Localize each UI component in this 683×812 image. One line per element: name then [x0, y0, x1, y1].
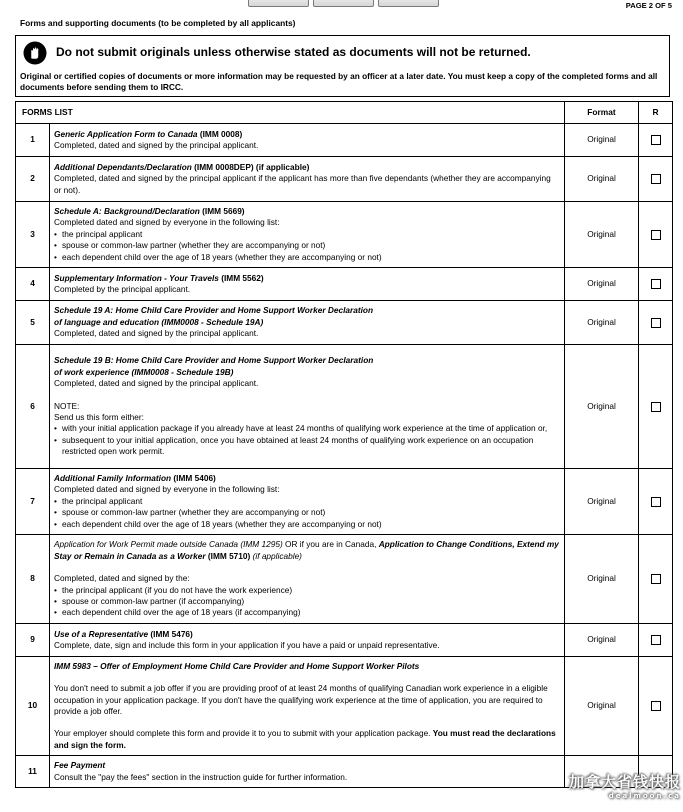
- row-description: [50, 345, 565, 469]
- form-instructions: Completed by the principal applicant.: [54, 284, 191, 294]
- form-title-connector: OR if you are in Canada,: [282, 539, 379, 550]
- form-applicability: (if applicable): [250, 550, 302, 561]
- top-toolbar: [248, 0, 439, 7]
- form-title: Use of a Representative: [54, 628, 149, 639]
- list-item: • the principal applicant: [54, 496, 560, 507]
- row-description: [50, 624, 565, 657]
- form-title: Schedule 19 B: Home Child Care Provider and Home Support Worker Declaration: [54, 355, 374, 366]
- checkbox[interactable]: [651, 279, 661, 289]
- checkbox[interactable]: [651, 318, 661, 328]
- watermark-sub: dealmoon.ca: [608, 792, 681, 801]
- table-row: [16, 301, 673, 345]
- table-row: [16, 469, 673, 535]
- checkbox[interactable]: [651, 497, 661, 507]
- row-number: 4: [16, 268, 50, 301]
- forms-list-header: FORMS LIST: [16, 102, 565, 124]
- notice-headline: Do not submit originals unless otherwise stated as documents will not be returned.: [56, 45, 531, 59]
- table-header-row: [16, 102, 673, 124]
- table-row: [16, 268, 673, 301]
- form-paragraph-1: You don't need to submit a job offer if you are providing proof of at least 24 months of qualifying Canadian work experience in a eligible occupation in your application package. If you don't have the qualifying work experience at the time of application, you are required to provide a job offer.: [54, 683, 548, 716]
- received-header: R: [639, 102, 673, 124]
- row-number: 9: [16, 624, 50, 657]
- form-code: (IMM 5562): [221, 272, 264, 283]
- form-code: (IMM 0008): [199, 128, 243, 139]
- list-item: • the principal applicant: [54, 229, 560, 240]
- bullet-list: [54, 585, 560, 619]
- form-code-alt: (IMM 5710): [207, 550, 251, 561]
- form-instructions: Completed, dated and signed by the principal applicant.: [54, 378, 259, 389]
- form-title: Generic Application Form to Canada: [54, 128, 198, 139]
- bullet-list: [54, 496, 560, 530]
- list-item: • each dependent child over the age of 18 years (whether they are accompanying or not): [54, 519, 560, 530]
- toolbar-button-1[interactable]: [248, 0, 309, 7]
- notice-body: Original or certified copies of documents or more information may be requested by an officer at a later date. You must keep a copy of the completed forms and all documents before sending them to IRCC.: [20, 71, 658, 93]
- checkbox[interactable]: [651, 174, 661, 184]
- checkbox[interactable]: [651, 701, 661, 711]
- list-item: • spouse or common-law partner (if accompanying): [54, 596, 560, 607]
- checkbox[interactable]: [651, 402, 661, 412]
- form-title: Fee Payment: [54, 760, 106, 771]
- format-cell: Original: [565, 124, 639, 157]
- watermark-main: 加拿大省钱快报: [568, 772, 681, 791]
- row-number: 3: [16, 202, 50, 268]
- form-title: Schedule 19 A: Home Child Care Provider and Home Support Worker Declaration: [54, 305, 374, 316]
- row-description: [50, 535, 565, 624]
- list-item: • spouse or common-law partner (whether they are accompanying or not): [54, 240, 560, 251]
- list-item: • the principal applicant (if you do not have the work experience): [54, 585, 560, 596]
- warning-hand-icon: [23, 41, 47, 65]
- form-code: (IMM 5669): [202, 205, 245, 216]
- form-title: Additional Family Information: [54, 472, 172, 483]
- table-row: [16, 657, 673, 756]
- row-description: [50, 301, 565, 345]
- form-paragraph-2: [54, 728, 560, 751]
- form-title: Application for Work Permit made outside Canada: [54, 539, 239, 550]
- format-cell: Original: [565, 469, 639, 535]
- notice-box: [15, 35, 670, 97]
- format-cell: Original: [565, 157, 639, 202]
- form-title-alt: Application to Change Conditions, Extend my Stay or Remain in Canada as a Worker: [54, 539, 559, 561]
- form-title: Supplementary Information - Your Travels: [54, 272, 219, 283]
- form-instructions: Consult the "pay the fees" section in the instruction guide for further information.: [54, 771, 348, 782]
- checkbox[interactable]: [651, 135, 661, 145]
- row-number: 7: [16, 469, 50, 535]
- checkbox[interactable]: [651, 574, 661, 584]
- row-number: 1: [16, 124, 50, 157]
- note-intro: Send us this form either:: [54, 412, 144, 422]
- table-row: [16, 124, 673, 157]
- list-item: • subsequent to your initial application, once you have obtained at least 24 months of qualifying work experience on an occupation restricted open work permit.: [54, 435, 560, 458]
- row-description: [50, 124, 565, 157]
- toolbar-button-3[interactable]: [378, 0, 439, 7]
- row-number: 11: [16, 756, 50, 788]
- list-item: • spouse or common-law partner (whether they are accompanying or not): [54, 507, 560, 518]
- format-cell: Original: [565, 301, 639, 345]
- list-item: • each dependent child over the age of 18 years (if accompanying): [54, 607, 560, 618]
- row-description: [50, 657, 565, 756]
- list-item: • each dependent child over the age of 18 years (whether they are accompanying or not): [54, 252, 560, 263]
- watermark: [569, 772, 681, 802]
- form-title-line-2: of work experience (IMM0008 - Schedule 19B): [54, 366, 234, 377]
- note-label: NOTE:: [54, 400, 80, 411]
- form-code: (IMM 0008DEP) (if applicable): [194, 161, 310, 172]
- bullet-list: [54, 229, 560, 263]
- bullet-list: [54, 423, 560, 457]
- form-title: Schedule A: Background/Declaration: [54, 205, 200, 216]
- section-title: Forms and supporting documents (to be completed by all applicants): [20, 18, 296, 28]
- form-title-block: [54, 539, 560, 562]
- form-title-line-2: of language and education (IMM0008 - Schedule 19A): [54, 316, 264, 327]
- row-description: [50, 268, 565, 301]
- form-instructions: Completed, dated and signed by the principal applicant.: [54, 140, 259, 150]
- row-description: [50, 157, 565, 202]
- format-cell: Original: [565, 268, 639, 301]
- row-number: 8: [16, 535, 50, 624]
- form-paragraph-2-emphasis: You must read the declarations and sign the form.: [54, 728, 556, 750]
- list-item: • with your initial application package if you already have at least 24 months of qualifying work experience at the time of application or,: [54, 423, 560, 434]
- form-instructions: Completed, dated and signed by the principal applicant.: [54, 328, 259, 339]
- row-description: [50, 469, 565, 535]
- table-row: [16, 157, 673, 202]
- form-instructions: Complete, date, sign and include this form in your application if you have a paid or unpaid representative.: [54, 640, 440, 650]
- form-instructions: Completed dated and signed by everyone in the following list:: [54, 484, 280, 495]
- row-number: 6: [16, 345, 50, 469]
- table-row: [16, 624, 673, 657]
- page-number: PAGE 2 OF 5: [625, 1, 672, 10]
- toolbar-button-2[interactable]: [313, 0, 374, 7]
- checkbox[interactable]: [651, 230, 661, 240]
- form-code: (IMM 1295): [240, 539, 283, 550]
- checkbox[interactable]: [651, 635, 661, 645]
- row-number: 5: [16, 301, 50, 345]
- row-number: 2: [16, 157, 50, 202]
- table-row: [16, 202, 673, 268]
- form-code: (IMM 5476): [150, 628, 193, 639]
- format-cell: Original: [565, 657, 639, 756]
- form-code: (IMM 5406): [173, 472, 216, 483]
- format-cell: Original: [565, 535, 639, 624]
- form-title: Additional Dependants/Declaration: [54, 161, 192, 172]
- format-cell: Original: [565, 345, 639, 469]
- form-instructions: Completed, dated and signed by the:: [54, 573, 190, 584]
- format-header: Format: [565, 102, 639, 124]
- format-cell: Original: [565, 624, 639, 657]
- form-title: IMM 5983 – Offer of Employment Home Child Care Provider and Home Support Worker Pilots: [54, 660, 420, 671]
- form-paragraph-2-text: Your employer should complete this form and provide it to you to submit with your application package.: [54, 728, 433, 739]
- form-instructions: Completed, dated and signed by the principal applicant if the applicant has more than five dependants (whether they are accompanying or not).: [54, 173, 551, 195]
- row-number: 10: [16, 657, 50, 756]
- forms-list-table: [15, 101, 673, 788]
- row-description: [50, 202, 565, 268]
- row-description: [50, 756, 565, 788]
- format-cell: Original: [565, 202, 639, 268]
- table-row: [16, 345, 673, 469]
- form-instructions: Completed dated and signed by everyone in the following list:: [54, 217, 280, 228]
- table-row: [16, 535, 673, 624]
